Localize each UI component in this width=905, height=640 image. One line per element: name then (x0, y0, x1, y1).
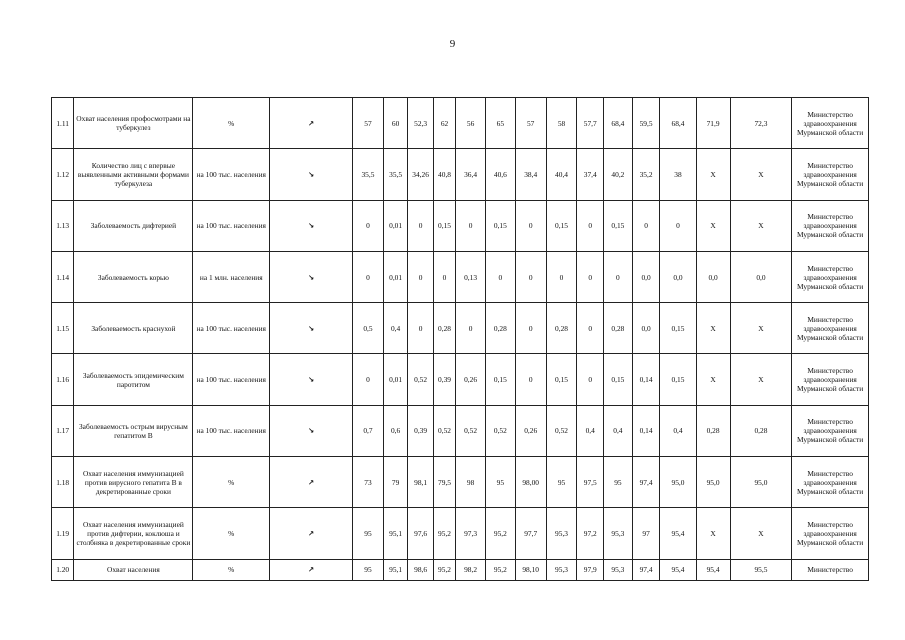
value-cell: 0 (577, 354, 604, 405)
table-row (52, 559, 869, 580)
value-cell: 57 (353, 98, 384, 149)
row-id-cell: 1.14 (52, 251, 74, 302)
value-cell: 79,5 (433, 457, 455, 508)
value-cell: 0,14 (632, 354, 660, 405)
value-cell: 0 (408, 251, 434, 302)
trend-arrow-icon: ↗ (270, 559, 353, 580)
value-cell: Х (696, 303, 730, 354)
indicator-name-cell: Охват населения иммунизацией против вирусного гепатита В в декретированные сроки (74, 457, 193, 508)
table-row (52, 405, 869, 456)
unit-cell: % (193, 457, 270, 508)
value-cell: 71,9 (696, 98, 730, 149)
value-cell: 35,2 (632, 149, 660, 200)
value-cell: 0,26 (515, 405, 546, 456)
value-cell: 0 (515, 303, 546, 354)
value-cell: 0 (408, 200, 434, 251)
value-cell: 0 (353, 200, 384, 251)
value-cell: 0,0 (632, 303, 660, 354)
indicator-name-cell: Заболеваемость дифтерией (74, 200, 193, 251)
value-cell: 0 (485, 251, 515, 302)
value-cell: Х (730, 149, 792, 200)
value-cell: 97,4 (632, 457, 660, 508)
value-cell: 60 (383, 98, 407, 149)
value-cell: Х (730, 303, 792, 354)
value-cell: 97 (632, 508, 660, 559)
unit-cell: на 1 млн. населения (193, 251, 270, 302)
value-cell: 95,1 (383, 559, 407, 580)
unit-cell: % (193, 508, 270, 559)
value-cell: 0,52 (485, 405, 515, 456)
responsible-cell: Министерство здравоохранения Мурманской области (792, 251, 869, 302)
value-cell: 65 (485, 98, 515, 149)
value-cell: 0,15 (604, 200, 633, 251)
value-cell: 97,2 (577, 508, 604, 559)
value-cell: 0,52 (408, 354, 434, 405)
value-cell: 0 (433, 251, 455, 302)
value-cell: 0,28 (604, 303, 633, 354)
value-cell: Х (730, 508, 792, 559)
value-cell: 72,3 (730, 98, 792, 149)
responsible-cell: Министерство здравоохранения Мурманской области (792, 98, 869, 149)
indicators-table (51, 97, 869, 581)
unit-cell: на 100 тыс. населения (193, 149, 270, 200)
value-cell: 0,15 (485, 200, 515, 251)
value-cell: 0 (515, 251, 546, 302)
value-cell: 0,01 (383, 251, 407, 302)
value-cell: 52,3 (408, 98, 434, 149)
trend-arrow-icon: ↗ (270, 508, 353, 559)
value-cell: 37,4 (577, 149, 604, 200)
table-row (52, 354, 869, 405)
value-cell: 95,2 (433, 508, 455, 559)
row-id-cell: 1.18 (52, 457, 74, 508)
value-cell: 0,28 (485, 303, 515, 354)
value-cell: 95,0 (696, 457, 730, 508)
table-row (52, 457, 869, 508)
unit-cell: на 100 тыс. населения (193, 200, 270, 251)
value-cell: 0,28 (730, 405, 792, 456)
value-cell: 0,28 (433, 303, 455, 354)
row-id-cell: 1.19 (52, 508, 74, 559)
value-cell: 0,26 (456, 354, 486, 405)
value-cell: 98,1 (408, 457, 434, 508)
value-cell: 0,28 (696, 405, 730, 456)
value-cell: 0,13 (456, 251, 486, 302)
value-cell: 95 (485, 457, 515, 508)
value-cell: 95,3 (546, 559, 577, 580)
responsible-cell: Министерство здравоохранения Мурманской области (792, 405, 869, 456)
value-cell: 56 (456, 98, 486, 149)
value-cell: 95,5 (730, 559, 792, 580)
row-id-cell: 1.15 (52, 303, 74, 354)
value-cell: 0,4 (660, 405, 696, 456)
table-row (52, 149, 869, 200)
value-cell: 95,3 (546, 508, 577, 559)
value-cell: Х (696, 354, 730, 405)
value-cell: 95,0 (660, 457, 696, 508)
value-cell: 0 (353, 354, 384, 405)
trend-arrow-icon: ↗ (270, 98, 353, 149)
value-cell: 62 (433, 98, 455, 149)
value-cell: 97,9 (577, 559, 604, 580)
value-cell: 0,6 (383, 405, 407, 456)
value-cell: 95,3 (604, 559, 633, 580)
value-cell: 58 (546, 98, 577, 149)
value-cell: 40,2 (604, 149, 633, 200)
value-cell: 0,39 (433, 354, 455, 405)
table-row (52, 251, 869, 302)
value-cell: 0,15 (433, 200, 455, 251)
value-cell: 35,5 (353, 149, 384, 200)
value-cell: 97,6 (408, 508, 434, 559)
indicator-name-cell: Заболеваемость острым вирусным гепатитом В (74, 405, 193, 456)
value-cell: 95,2 (485, 559, 515, 580)
trend-arrow-icon: ↘ (270, 303, 353, 354)
value-cell: 97,4 (632, 559, 660, 580)
value-cell: 73 (353, 457, 384, 508)
value-cell: 0,01 (383, 200, 407, 251)
row-id-cell: 1.20 (52, 559, 74, 580)
value-cell: 40,8 (433, 149, 455, 200)
value-cell: 0,5 (353, 303, 384, 354)
value-cell: 0,4 (604, 405, 633, 456)
value-cell: 95,0 (730, 457, 792, 508)
value-cell: 0 (456, 200, 486, 251)
value-cell: 0 (408, 303, 434, 354)
responsible-cell: Министерство здравоохранения Мурманской области (792, 508, 869, 559)
trend-arrow-icon: ↘ (270, 200, 353, 251)
value-cell: 40,4 (546, 149, 577, 200)
value-cell: 0 (660, 200, 696, 251)
value-cell: 95,2 (433, 559, 455, 580)
table-row (52, 303, 869, 354)
row-id-cell: 1.17 (52, 405, 74, 456)
value-cell: 0,4 (383, 303, 407, 354)
value-cell: 38,4 (515, 149, 546, 200)
value-cell: 95 (546, 457, 577, 508)
indicator-name-cell: Охват населения иммунизацией против дифтерии, коклюша и столбняка в декретированные сроки (74, 508, 193, 559)
page-number: 9 (449, 38, 456, 50)
value-cell: 0 (515, 200, 546, 251)
value-cell: 68,4 (604, 98, 633, 149)
trend-arrow-icon: ↘ (270, 149, 353, 200)
value-cell: 0,15 (546, 354, 577, 405)
responsible-cell: Министерство здравоохранения Мурманской области (792, 354, 869, 405)
value-cell: 0,15 (485, 354, 515, 405)
trend-arrow-icon: ↘ (270, 354, 353, 405)
value-cell: Х (696, 200, 730, 251)
value-cell: 0 (515, 354, 546, 405)
value-cell: 95,1 (383, 508, 407, 559)
value-cell: 95,3 (604, 508, 633, 559)
value-cell: 0,0 (730, 251, 792, 302)
value-cell: 0,4 (577, 405, 604, 456)
responsible-cell: Министерство здравоохранения Мурманской области (792, 149, 869, 200)
responsible-cell: Министерство (792, 559, 869, 580)
indicator-name-cell: Заболеваемость краснухой (74, 303, 193, 354)
value-cell: 68,4 (660, 98, 696, 149)
value-cell: 98 (456, 457, 486, 508)
value-cell: 38 (660, 149, 696, 200)
value-cell: 0 (577, 251, 604, 302)
responsible-cell: Министерство здравоохранения Мурманской области (792, 303, 869, 354)
value-cell: 57 (515, 98, 546, 149)
value-cell: 0 (546, 251, 577, 302)
value-cell: 0,0 (632, 251, 660, 302)
value-cell: 0,0 (696, 251, 730, 302)
value-cell: 0,14 (632, 405, 660, 456)
responsible-cell: Министерство здравоохранения Мурманской области (792, 200, 869, 251)
value-cell: 40,6 (485, 149, 515, 200)
value-cell: 0,7 (353, 405, 384, 456)
value-cell: 0,01 (383, 354, 407, 405)
row-id-cell: 1.12 (52, 149, 74, 200)
value-cell: 98,00 (515, 457, 546, 508)
value-cell: 98,10 (515, 559, 546, 580)
value-cell: 95,4 (660, 508, 696, 559)
value-cell: 95,2 (485, 508, 515, 559)
value-cell: 0,0 (660, 251, 696, 302)
value-cell: 0,39 (408, 405, 434, 456)
table-row (52, 200, 869, 251)
value-cell: 59,5 (632, 98, 660, 149)
unit-cell: на 100 тыс. населения (193, 303, 270, 354)
value-cell: 97,3 (456, 508, 486, 559)
value-cell: 0,52 (546, 405, 577, 456)
value-cell: 0 (456, 303, 486, 354)
unit-cell: на 100 тыс. населения (193, 354, 270, 405)
row-id-cell: 1.16 (52, 354, 74, 405)
value-cell: 57,7 (577, 98, 604, 149)
trend-arrow-icon: ↗ (270, 457, 353, 508)
table-row (52, 98, 869, 149)
value-cell: 0,52 (433, 405, 455, 456)
indicator-name-cell: Охват населения (74, 559, 193, 580)
responsible-cell: Министерство здравоохранения Мурманской области (792, 457, 869, 508)
value-cell: 79 (383, 457, 407, 508)
table-body (52, 98, 869, 581)
indicator-name-cell: Количество лиц с впервые выявленными активными формами туберкулеза (74, 149, 193, 200)
unit-cell: % (193, 559, 270, 580)
trend-arrow-icon: ↘ (270, 405, 353, 456)
value-cell: 0,15 (660, 303, 696, 354)
value-cell: 98,2 (456, 559, 486, 580)
value-cell: Х (696, 149, 730, 200)
indicator-name-cell: Охват населения профосмотрами на туберкулез (74, 98, 193, 149)
value-cell: 95,4 (696, 559, 730, 580)
unit-cell: % (193, 98, 270, 149)
value-cell: 0 (632, 200, 660, 251)
value-cell: 36,4 (456, 149, 486, 200)
value-cell: 95,4 (660, 559, 696, 580)
value-cell: 95 (353, 508, 384, 559)
row-id-cell: 1.11 (52, 98, 74, 149)
value-cell: 95 (353, 559, 384, 580)
value-cell: 0 (577, 200, 604, 251)
value-cell: 97,7 (515, 508, 546, 559)
value-cell: 98,6 (408, 559, 434, 580)
indicator-name-cell: Заболеваемость эпидемическим паротитом (74, 354, 193, 405)
value-cell: 34,26 (408, 149, 434, 200)
indicator-name-cell: Заболеваемость корью (74, 251, 193, 302)
value-cell: Х (696, 508, 730, 559)
unit-cell: на 100 тыс. населения (193, 405, 270, 456)
value-cell: 0,15 (546, 200, 577, 251)
value-cell: 97,5 (577, 457, 604, 508)
value-cell: 95 (604, 457, 633, 508)
table-row (52, 508, 869, 559)
trend-arrow-icon: ↘ (270, 251, 353, 302)
value-cell: 0,28 (546, 303, 577, 354)
value-cell: 0 (577, 303, 604, 354)
row-id-cell: 1.13 (52, 200, 74, 251)
value-cell: 0 (604, 251, 633, 302)
value-cell: 0,15 (604, 354, 633, 405)
value-cell: 0,52 (456, 405, 486, 456)
value-cell: 0 (353, 251, 384, 302)
value-cell: 0,15 (660, 354, 696, 405)
value-cell: 35,5 (383, 149, 407, 200)
value-cell: Х (730, 200, 792, 251)
value-cell: Х (730, 354, 792, 405)
